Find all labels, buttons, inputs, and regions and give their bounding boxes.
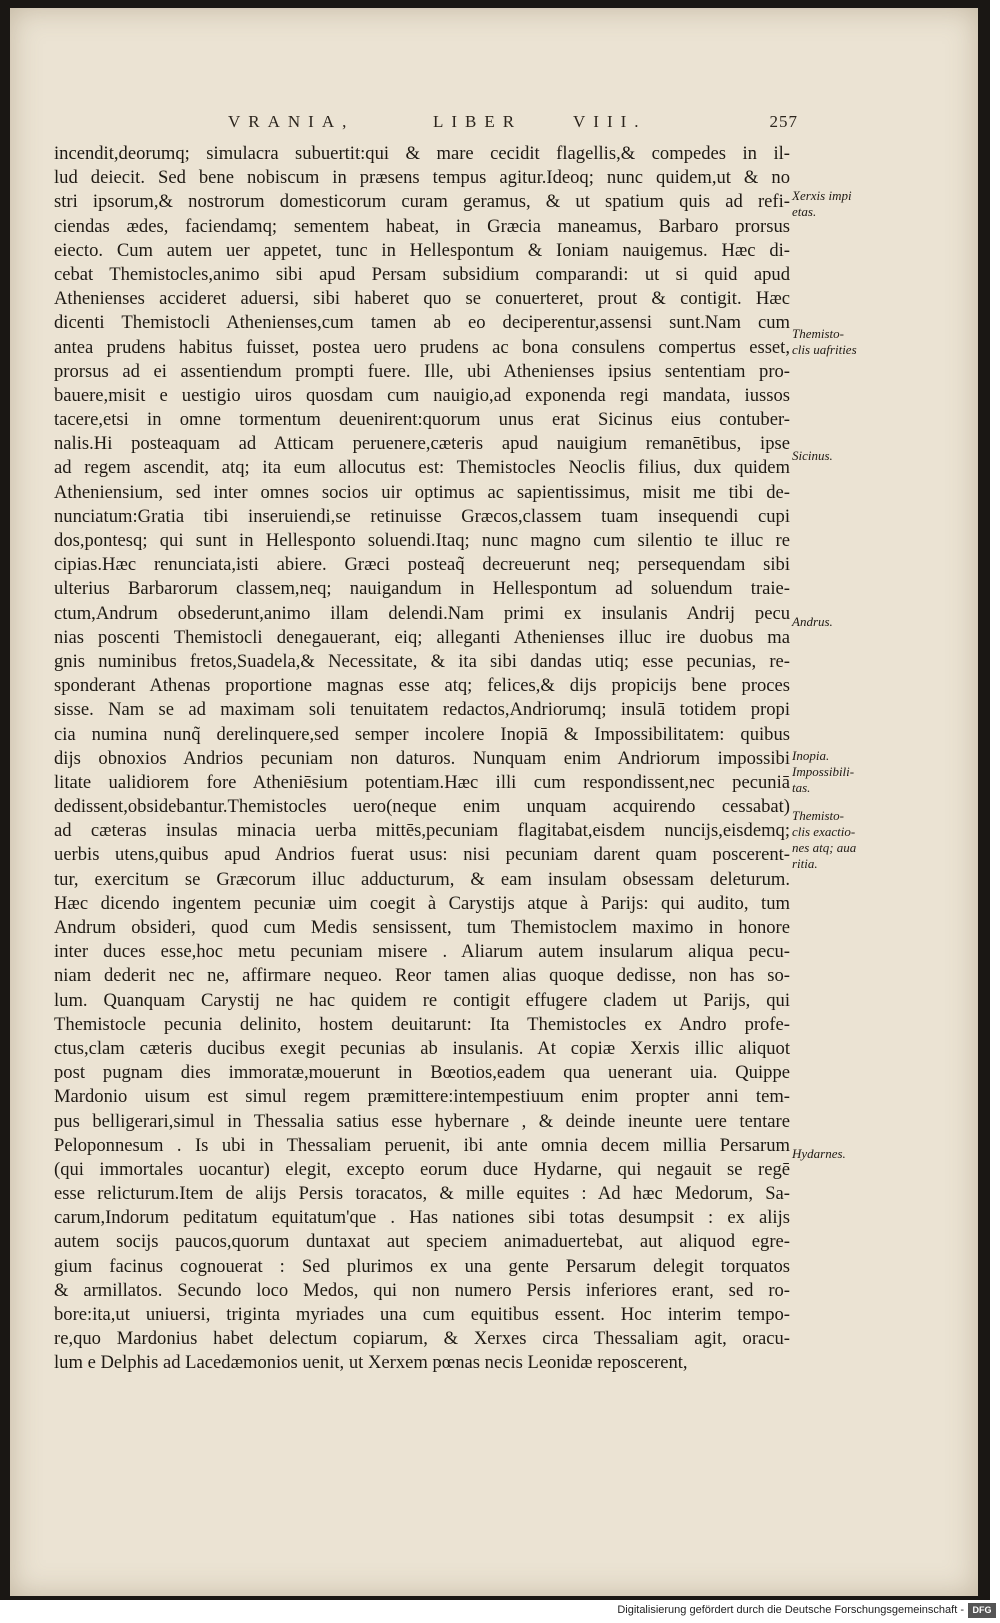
text-line: cipias.Hæc renunciata,isti abiere. Græci posteaq̃ decreuerunt neq; persequendam sibi <box>54 554 790 576</box>
text-line: niam dederit nec ne, affirmare nequeo. Reor tamen alias quoque dedisse, non has so- <box>54 965 790 987</box>
text-line: autem socijs paucos,quorum duntaxat aut speciem animaduertebat, aut aliquod egre- <box>54 1231 790 1253</box>
text-line: eiecto. Cum autem uer appetet, tunc in Hellespontum & Ioniam nauigemus. Hæc di- <box>54 239 790 261</box>
text-line: ad regem ascendit, atq; ita eum allocutus est: Themistocles Neoclis filius, dux quidem <box>54 457 790 479</box>
footer-bar <box>0 1600 1000 1623</box>
dfg-logo: DFG <box>968 1603 996 1618</box>
text-line: lum e Delphis ad Lacedæmonios uenit, ut Xerxem pœnas necis Leonidæ reposcerent, <box>54 1352 688 1374</box>
text-line: tacere,etsi in omne tormentum deuenirent:quorum unus erat Sicinus eius contuber- <box>54 409 790 431</box>
text-line: ctus,clam cæteris ducibus exegit pecunias ab insulanis. At copiæ Xerxis illic aliquot <box>54 1037 790 1059</box>
text-line: sponderant Athenas proportione magnas esse atq; felices,& dijs propicijs bene proces <box>54 675 790 697</box>
text-line: ad cæteras insulas minacia uerba mittēs,pecuniam flagitabat,eisdem nuncijs,eisdemq; <box>54 820 790 842</box>
text-line: cia numina nunq̃ derelinquere,sed semper incolere Inopiā & Impossibilitatem: quibus <box>54 723 790 745</box>
text-line: (qui immortales uocantur) elegit, excepto eorum duce Hydarne, qui negauit se regē <box>54 1158 790 1180</box>
running-head-title: VRANIA, <box>228 112 355 131</box>
text-line: dos,pontesq; qui sunt in Hellesponto soluendi.Itaq; nunc magno cum silentio te illuc re <box>54 530 790 551</box>
text-line: prorsus ad ei assentiendum prompti fuere. Ille, ubi Athenienses ipsius sententiam pro- <box>54 360 790 382</box>
text-line: ulterius Barbarorum classem,neq; nauigandum in Hellespontum ad soluendum traie- <box>54 578 790 600</box>
running-head-liber: LIBER <box>433 112 523 131</box>
running-head-book-number: VIII. <box>573 112 647 131</box>
text-line: incendit,deorumq; simulacra subuertit:qui & mare cecidit flagellis,& compedes in il- <box>54 143 790 164</box>
margin-note-andrus: Andrus. <box>792 614 833 629</box>
running-head <box>228 112 798 134</box>
margin-note-inopia: Inopia. Impossibili- tas. <box>792 748 855 795</box>
text-line: & armillatos. Secundo loco Medos, qui non numero Persis inferiores erant, sed ro- <box>54 1279 790 1301</box>
text-line: gium facinus cognouerat : Sed plurimos ex una gente Persarum delegit torquatos <box>54 1255 790 1277</box>
text-line: antea prudens habitus fuisset, postea uero prudens ac bona consulens compertus esset, <box>54 336 790 358</box>
footer-credit: Digitalisierung gefördert durch die Deutsche Forschungsgemeinschaft - <box>617 1604 964 1616</box>
book-page <box>10 8 978 1596</box>
margin-note-sicinus: Sicinus. <box>792 448 833 463</box>
margin-note-themistoclis-exactiones: Themisto- clis exactio- nes atq; aua ritia. <box>792 808 857 871</box>
margin-note-hydarnes: Hydarnes. <box>792 1146 846 1161</box>
text-line: sisse. Nam se ad maximam soli tenuitatem redactos,Andriorumq; insulā totidem propi <box>54 699 790 721</box>
text-line: pus belligerari,simul in Thessalia satius esse hybernare , & deinde ineunte uere tentare <box>54 1110 790 1132</box>
text-line: ctum,Andrum obsederunt,animo illam delendi.Nam primi ex insulanis Andrij pecu <box>54 602 790 624</box>
text-line: nias poscenti Themistocli denegauerant, eiq; alleganti Athenienses illuc ire duobus ma <box>54 626 790 648</box>
text-line: esse relicturum.Item de alijs Persis toracatos, & mille equites : Ad hæc Medorum, Sa- <box>54 1183 790 1205</box>
text-line: bauere,misit e uestigio uiros quosdam cum nauigio,ad exponenda regi mandata, iussos <box>54 384 790 406</box>
text-line: re,quo Mardonius habet delectum copiarum, & Xerxes circa Thessaliam agit, oracu- <box>54 1328 790 1350</box>
margin-note-themistoclis-vafrities: Themisto- clis uafrities <box>792 326 857 357</box>
text-line: Mardonio uisum est simul regem præmittere:intempestiuum enim propter anni tem- <box>54 1086 790 1108</box>
margin-note-xerxis-impietas: Xerxis impi etas. <box>792 188 852 219</box>
text-line: dicenti Themistocli Athenienses,cum tamen ab eo deciperentur,assensi sunt.Nam cum <box>54 312 790 334</box>
body-text <box>54 142 790 1376</box>
text-line: nunciatum:Gratia tibi inseruiendi,se retinuisse Græcos,classem tuam insequendi cupi <box>54 505 790 527</box>
text-line: cebat Themistocles,animo sibi apud Persam subsidium comparandi: ut si quid apud <box>54 263 790 285</box>
text-line: litate ualidiorem fore Atheniēsium potentiam.Hæc illi cum respondissent,nec pecuniā <box>54 771 790 793</box>
text-line: dedissent,obsidebantur.Themistocles uero(neque enim unquam acquirendo cessabat) <box>54 796 790 818</box>
text-line: Hæc dicendo ingentem pecuniæ uim coegit à Carystijs atque à Parijs: qui audito, tum <box>54 892 790 914</box>
text-line: post pugnam dies immoratæ,mouerunt in Bœotios,eadem qua uenerant uia. Quippe <box>54 1062 790 1084</box>
text-line: dijs obnoxios Andrios pecuniam non daturos. Nunquam enim Andriorum impossibi <box>54 747 790 769</box>
text-line: gnis numinibus fretos,Suadela,& Necessitate, & ita sibi dandas utiq; esse pecunias, re- <box>54 650 790 672</box>
text-line: Andrum obsideri, quod cum Medis sensissent, tum Themistoclem maximo in honore <box>54 917 790 938</box>
text-line: uerbis utens,quibus apud Andrios fuerat usus: nisi pecuniam darent quam poscerent- <box>54 844 790 866</box>
text-line: carum,Indorum peditatum equitatum'que . Has nationes sibi totas desumpsit : ex alijs <box>54 1207 790 1229</box>
text-line: Peloponnesum . Is ubi in Thessaliam peruenit, ibi ante omnia decem millia Persarum <box>54 1134 790 1156</box>
text-line: lum. Quanquam Carystij ne hac quidem re contigit effugere cladem ut Parijs, qui <box>54 989 790 1011</box>
text-line: lud deiecit. Sed bene nobiscum in præsens tempus agitur.Ideoq; nunc quidem,ut & no <box>54 167 790 189</box>
text-line: ciendas ædes, faciendamq; sementem habeat, in Græcia maneamus, Barbaro prorsus <box>54 215 790 237</box>
text-line: bore:ita,ut uniuersi, triginta myriades una cum equitibus essent. Hoc interim tempo- <box>54 1304 790 1325</box>
text-line: inter duces esse,hoc metu pecuniam misere . Aliarum autem insularum aliqua pecu- <box>54 941 790 963</box>
text-line: nalis.Hi posteaquam ad Atticam peruenere,cæteris apud nauigium remanētibus, ipse <box>54 433 790 455</box>
text-line: Athenienses accideret aduersi, sibi haberet quo se conuerteret, prout & contigit. Hæc <box>54 288 790 310</box>
text-line: Themistocle pecunia delinito, hostem deuitarunt: Ita Themistocles ex Andro profe- <box>54 1013 790 1035</box>
page-number: 257 <box>769 112 798 131</box>
text-line: tur, exercitum se Græcorum illuc adducturum, & eam insulam obsessam deleturum. <box>54 868 790 890</box>
text-line: stri ipsorum,& nostrorum domesticorum curam geramus, & ut spatium quis ad refi- <box>54 191 790 213</box>
text-line: Atheniensium, sed inter omnes socios uir optimus ac sapientissimus, misit me tibi de- <box>54 481 790 503</box>
